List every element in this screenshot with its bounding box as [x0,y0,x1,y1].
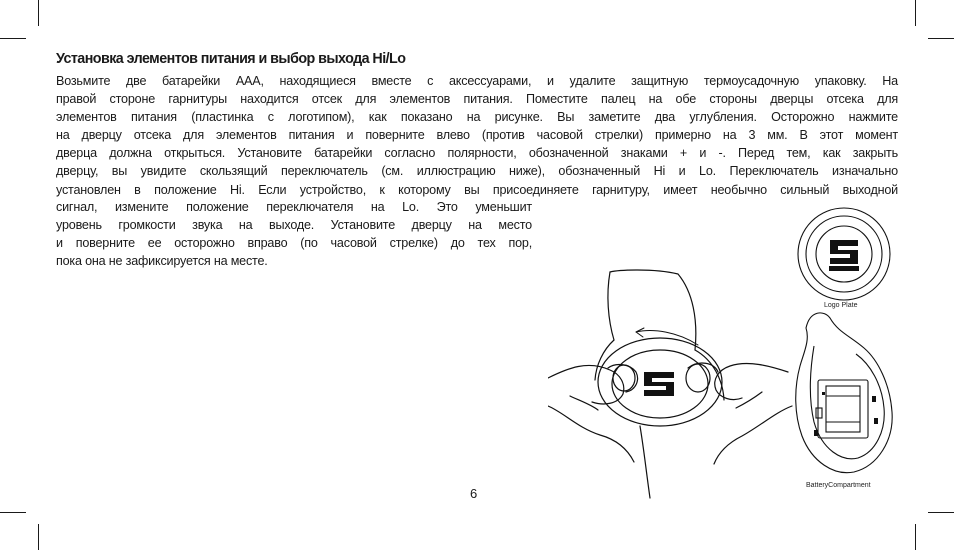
battery-compartment-label: BatteryCompartment [806,482,871,489]
paragraph-line: сигнал, измените положение переключателя на Lo. Это уменьшит [56,200,532,214]
instruction-paragraph-continued [56,198,532,270]
paragraph-line: установлен в положение Hi. Если устройство, к которому вы присоединяете гарнитуру, имеет необычно сильный выходной [56,182,898,197]
crop-mark [38,524,39,550]
paragraph-line: Возьмите две батарейки ААА, находящиеся вместе с аксессуарами, и удалите защитную термоусадочную упаковку. На [56,74,898,88]
crop-mark [928,512,954,513]
logo-plate-icon [829,240,859,271]
logo-plate-label: Logo Plate [824,302,858,309]
paragraph-line: и поверните ее осторожно вправо (по часовой стрелке) до тех пор, [56,236,532,251]
paragraph-line: правой стороне гарнитуры находится отсек для элементов питания. Поместите палец на обе стороны дверцы отсека для [56,92,898,107]
paragraph-line: дверцу, вы увидите скользящий переключатель (см. иллюстрацию ниже), обозначенный Hi и Lo. Переключатель изначально [56,164,898,179]
headphone-illustration [548,200,898,500]
soul-logo-icon [644,372,674,396]
section-title: Установка элементов питания и выбор выхода Hi/Lo [56,51,406,67]
battery-installation-figure [548,200,898,500]
crop-mark [38,0,39,26]
instruction-paragraph [56,72,898,199]
paragraph-line: дверца должна открыться. Установите батарейки согласно полярности, обозначенной знаками + и -. Перед тем, как закрыть [56,146,898,161]
crop-mark [915,0,916,26]
crop-mark [0,38,26,39]
paragraph-line: на дверцу отсека для элементов питания и поверните влево (против часовой стрелки) примерно на 3 мм. В этот момент [56,128,898,143]
paragraph-line: пока она не зафиксируется на месте. [56,254,268,269]
page-number: 6 [470,486,478,501]
crop-mark [0,512,26,513]
crop-mark [928,38,954,39]
crop-mark [915,524,916,550]
paragraph-line: элементов питания (пластинка с логотипом), как показано на рисунке. Вы заметите два углубления. Осторожно нажмите [56,110,898,125]
paragraph-line: уровень громкости звука на выходе. Установите дверцу на место [56,218,532,233]
